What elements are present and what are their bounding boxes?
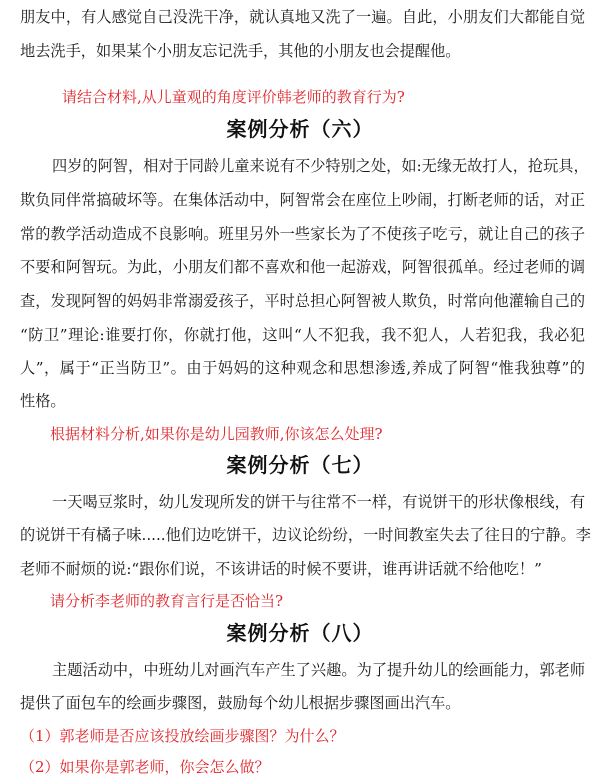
case6-title: 案例分析（六） [226, 117, 374, 141]
case6-line-6: “防卫”理论:谁要打你，你就打他，这叫“人不犯我，我不犯人，人若犯我，我必犯 [20, 326, 585, 344]
case6-line-2: 欺负同伴常搞破坏等。在集体活动中，阿智常会在座位上吵闹，打断老师的话，对正 [20, 191, 585, 209]
case8-question-2: （2）如果你是郭老师，你会怎么做？ [20, 758, 270, 776]
case6-question: 根据材料分析,如果你是幼儿园教师,你该怎么处理? [50, 425, 383, 443]
intro-line-1: 朋友中，有人感觉自己没洗干净，就认真地又洗了一遍。自此，小朋友们大都能自觉 [20, 8, 585, 26]
case8-line-1: 主题活动中，中班幼儿对画汽车产生了兴趣。为了提升幼儿的绘画能力，郭老师 [52, 661, 585, 679]
case6-line-3: 常的教学活动造成不良影响。班里另外一些家长为了不使孩子吃亏，就让自己的孩子 [20, 225, 585, 243]
case6-line-8: 性格。 [20, 392, 66, 410]
case6-line-7: 人”，属于“正当防卫”。由于妈妈的这种观念和思想渗透,养成了阿智“惟我独尊”的 [20, 359, 585, 377]
case8-line-2: 提供了面包车的绘画步骤图，鼓励每个幼儿根据步骤图画出汽车。 [20, 694, 461, 712]
case6-line-4: 不要和阿智玩。为此，小朋友们都不喜欢和他一起游戏，阿智很孤单。经过老师的调 [20, 258, 585, 276]
case8-question-1: （1）郭老师是否应该投放绘画步骤图？为什么？ [20, 727, 345, 745]
intro-line-2: 地去洗手，如果某个小朋友忘记洗手，其他的小朋友也会提醒他。 [20, 42, 461, 60]
case7-line-3: 老师不耐烦的说:“跟你们说，不该讲话的时候不要讲，谁再讲话就不给他吃！” [20, 560, 542, 578]
case7-question: 请分析李老师的教育言行是否恰当? [50, 592, 284, 610]
case7-title: 案例分析（七） [226, 453, 374, 477]
case8-title: 案例分析（八） [226, 621, 374, 645]
case6-line-5: 查，发现阿智的妈妈非常溺爱孩子，平时总担心阿智被人欺负，时常向他灌输自己的 [20, 292, 585, 310]
case7-line-1: 一天喝豆浆时，幼儿发现所发的饼干与往常不一样，有说饼干的形状像根线，有 [52, 493, 585, 511]
case6-line-1: 四岁的阿智，相对于同龄儿童来说有不少特别之处，如:无缘无故打人，抢玩具， [52, 157, 589, 175]
intro-question: 请结合材料,从儿童观的角度评价韩老师的教育行为? [62, 88, 405, 106]
case7-line-2: 的说饼干有橘子味.....他们边吃饼干，边议论纷纷，一时间教室失去了往日的宁静。李 [20, 526, 591, 544]
